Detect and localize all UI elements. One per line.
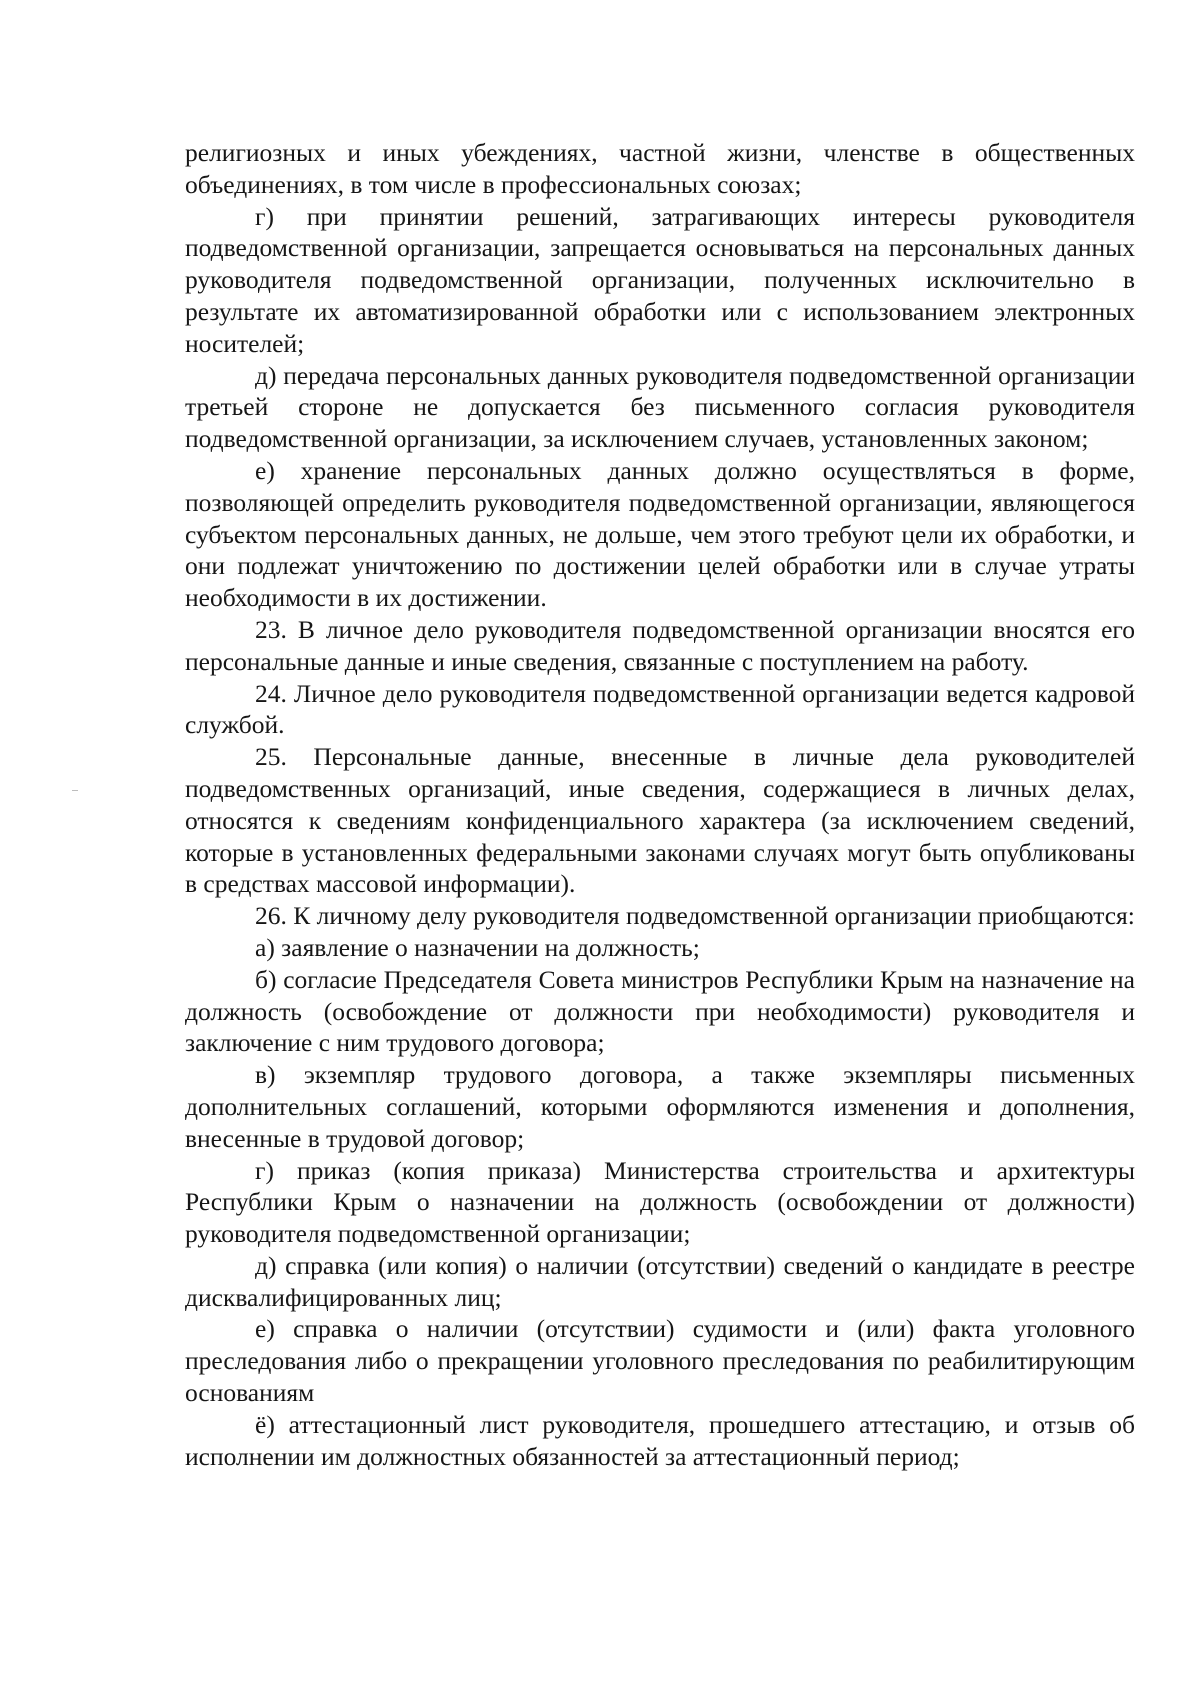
paragraph-item-e-storage: е) хранение персональных данных должно осуществляться в форме, позволяющей определить руководителя подведомственной организации, являющегося субъектом персональных данных, не дольше, чем этого требуют цели их обработки, и они подлежат уничтожению по достижении целей обработки или в случае утраты необходимости в их достижении. (185, 455, 1135, 613)
paragraph-item-g-decisions: г) при принятии решений, затрагивающих интересы руководителя подведомственной организации, запрещается основываться на персональных данных руководителя подведомственной организации, полученных исключительно в результате их автоматизированной обработки или с использованием электронных носителей; (185, 201, 1135, 358)
list-item-e: е) справка о наличии (отсутствии) судимости и (или) факта уголовного преследования либо о прекращении уголовного преследования по реабилитирующим основаниям (185, 1314, 1135, 1408)
margin-mark (72, 790, 78, 791)
list-item-yo: ё) аттестационный лист руководителя, прошедшего аттестацию, и отзыв об исполнении им должностных обязанностей за аттестационный период; (185, 1409, 1135, 1471)
paragraph-item-d-transfer: д) передача персональных данных руководителя подведомственной организации третьей стороне не допускается без письменного согласия руководителя подведомственной организации, за исключением случаев, установленных законом; (185, 360, 1135, 454)
list-item-b: б) согласие Председателя Совета министров Республики Крым на назначение на должность (освобождение от должности при необходимости) руководителя и заключение с ним трудового договора; (185, 964, 1135, 1058)
paragraph-25: 25. Персональные данные, внесенные в личные дела руководителей подведомственных организаций, иные сведения, содержащиеся в личных делах, относятся к сведениям конфиденциального характера (за исключением сведений, которые в установленных федеральными законами случаях могут быть опубликованы в средствах массовой информации). (185, 742, 1135, 899)
paragraph-continuation: религиозных и иных убеждениях, частной жизни, членстве в общественных объединениях, в том числе в профессиональных союзах; (185, 138, 1135, 199)
list-item-a: а) заявление о назначении на должность; (255, 932, 700, 962)
list-item-g: г) приказ (копия приказа) Министерства строительства и архитектуры Республики Крым о назначении на должность (освобождении от должности) руководителя подведомственной организации; (185, 1155, 1135, 1249)
paragraph-26: 26. К личному делу руководителя подведомственной организации приобщаются: (255, 901, 1135, 931)
list-item-d: д) справка (или копия) о наличии (отсутствии) сведений о кандидате в реестре дисквалифицированных лиц; (185, 1250, 1135, 1312)
paragraph-23: 23. В личное дело руководителя подведомственной организации вносятся его персональные данные и иные сведения, связанные с поступлением на работу. (185, 614, 1135, 676)
list-item-v: в) экземпляр трудового договора, а также экземпляры письменных дополнительных соглашений, которыми оформляются изменения и дополнения, внесенные в трудовой договор; (185, 1060, 1135, 1153)
document-body (185, 137, 1135, 1472)
paragraph-24: 24. Личное дело руководителя подведомственной организации ведется кадровой службой. (185, 678, 1135, 740)
